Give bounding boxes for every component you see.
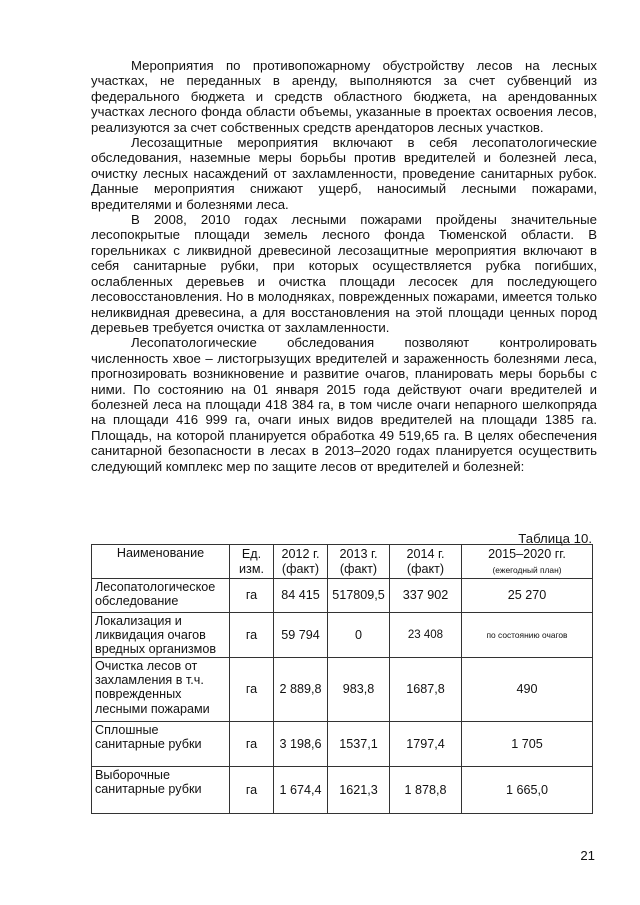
row-2013: 0 <box>328 613 390 658</box>
table-caption: Таблица 10. <box>518 531 592 546</box>
row-2014: 1797,4 <box>390 722 462 767</box>
row-2013: 1621,3 <box>328 767 390 814</box>
paragraph-fires-2008-2010: В 2008, 2010 годах лесными пожарами пройдены значительные лесопокрытые площади земель лесного фонда Тюменской области. В горельниках с ликвидной древесиной лесозащитные мероприятия включают в себя санитарные рубки, при которых осуществляется рубка погибших, ослабленных деревьев и очистка площади лесосек для последующего лесовосстановления. Но в молодняках, поврежденных пожарами, имеется только неликвидная древесина, а для восстановления на этой площади ценных пород деревьев требуется очистка от захламленности. <box>91 212 597 335</box>
row-name: Очистка лесов от захламления в т.ч. поврежденных лесными пожарами <box>92 658 230 722</box>
row-2012: 3 198,6 <box>274 722 328 767</box>
body-text <box>91 58 597 474</box>
header-plan: 2015–2020 гг. (ежегодный план) <box>462 545 593 579</box>
row-2014: 1687,8 <box>390 658 462 722</box>
header-2013: 2013 г. (факт) <box>328 545 390 579</box>
row-2014: 1 878,8 <box>390 767 462 814</box>
row-2012: 2 889,8 <box>274 658 328 722</box>
row-2012: 1 674,4 <box>274 767 328 814</box>
row-2014: 337 902 <box>390 579 462 613</box>
header-2012: 2012 г. (факт) <box>274 545 328 579</box>
row-2012: 59 794 <box>274 613 328 658</box>
row-2014: 23 408 <box>390 613 462 658</box>
measures-table <box>91 544 593 814</box>
page-number: 21 <box>580 848 595 863</box>
row-plan: 1 705 <box>462 722 593 767</box>
header-unit: Ед. изм. <box>230 545 274 579</box>
row-2012: 84 415 <box>274 579 328 613</box>
row-unit: га <box>230 613 274 658</box>
paragraph-fire-prevention: Мероприятия по противопожарному обустройству лесов на лесных участках, не переданных в аренду, выполняются за счет субвенций из федерального бюджета и средств областного бюджета, на арендованных участках лесного фонда области объемы, указанные в проектах освоения лесов, реализуются за счет собственных средств арендаторов лесных участков. <box>91 58 597 135</box>
row-2013: 983,8 <box>328 658 390 722</box>
header-name: Наименование <box>92 545 230 579</box>
row-name: Лесопатологическое обследование <box>92 579 230 613</box>
row-name: Выборочные санитарные рубки <box>92 767 230 814</box>
row-plan: 25 270 <box>462 579 593 613</box>
header-2014: 2014 г. (факт) <box>390 545 462 579</box>
row-unit: га <box>230 658 274 722</box>
row-plan: 490 <box>462 658 593 722</box>
row-2013: 1537,1 <box>328 722 390 767</box>
row-unit: га <box>230 579 274 613</box>
table-row <box>92 658 593 722</box>
table-row <box>92 767 593 814</box>
table-row <box>92 579 593 613</box>
table-row <box>92 722 593 767</box>
row-2013: 517809,5 <box>328 579 390 613</box>
row-unit: га <box>230 722 274 767</box>
row-unit: га <box>230 767 274 814</box>
table-row <box>92 613 593 658</box>
paragraph-pathology-surveys: Лесопатологические обследования позволяют контролировать численность хвое – листогрызущих вредителей и зараженность болезнями леса, прогнозировать возникновение и развитие очагов, планировать меры борьбы с ними. По состоянию на 01 января 2015 года действуют очаги вредителей и болезней леса на площади 418 384 га, в том числе очаги непарного шелкопряда на площади 416 999 га, очаги иных видов вредителей на площади 1385 га. Площадь, на которой планируется обработка 49 519,65 га. В целях обеспечения санитарной безопасности в лесах в 2013–2020 годах планируется осуществить следующий комплекс мер по защите лесов от вредителей и болезней: <box>91 335 597 474</box>
row-name: Локализация и ликвидация очагов вредных организмов <box>92 613 230 658</box>
row-plan: 1 665,0 <box>462 767 593 814</box>
row-name: Сплошные санитарные рубки <box>92 722 230 767</box>
paragraph-forest-protection: Лесозащитные мероприятия включают в себя лесопатологические обследования, наземные меры борьбы против вредителей и болезней леса, очистку лесных насаждений от захламленности, проведение санитарных рубок. Данные мероприятия снижают ущерб, наносимый лесными пожарами, вредителями и болезнями леса. <box>91 135 597 212</box>
row-plan: по состоянию очагов <box>462 613 593 658</box>
table-header-row <box>92 545 593 579</box>
